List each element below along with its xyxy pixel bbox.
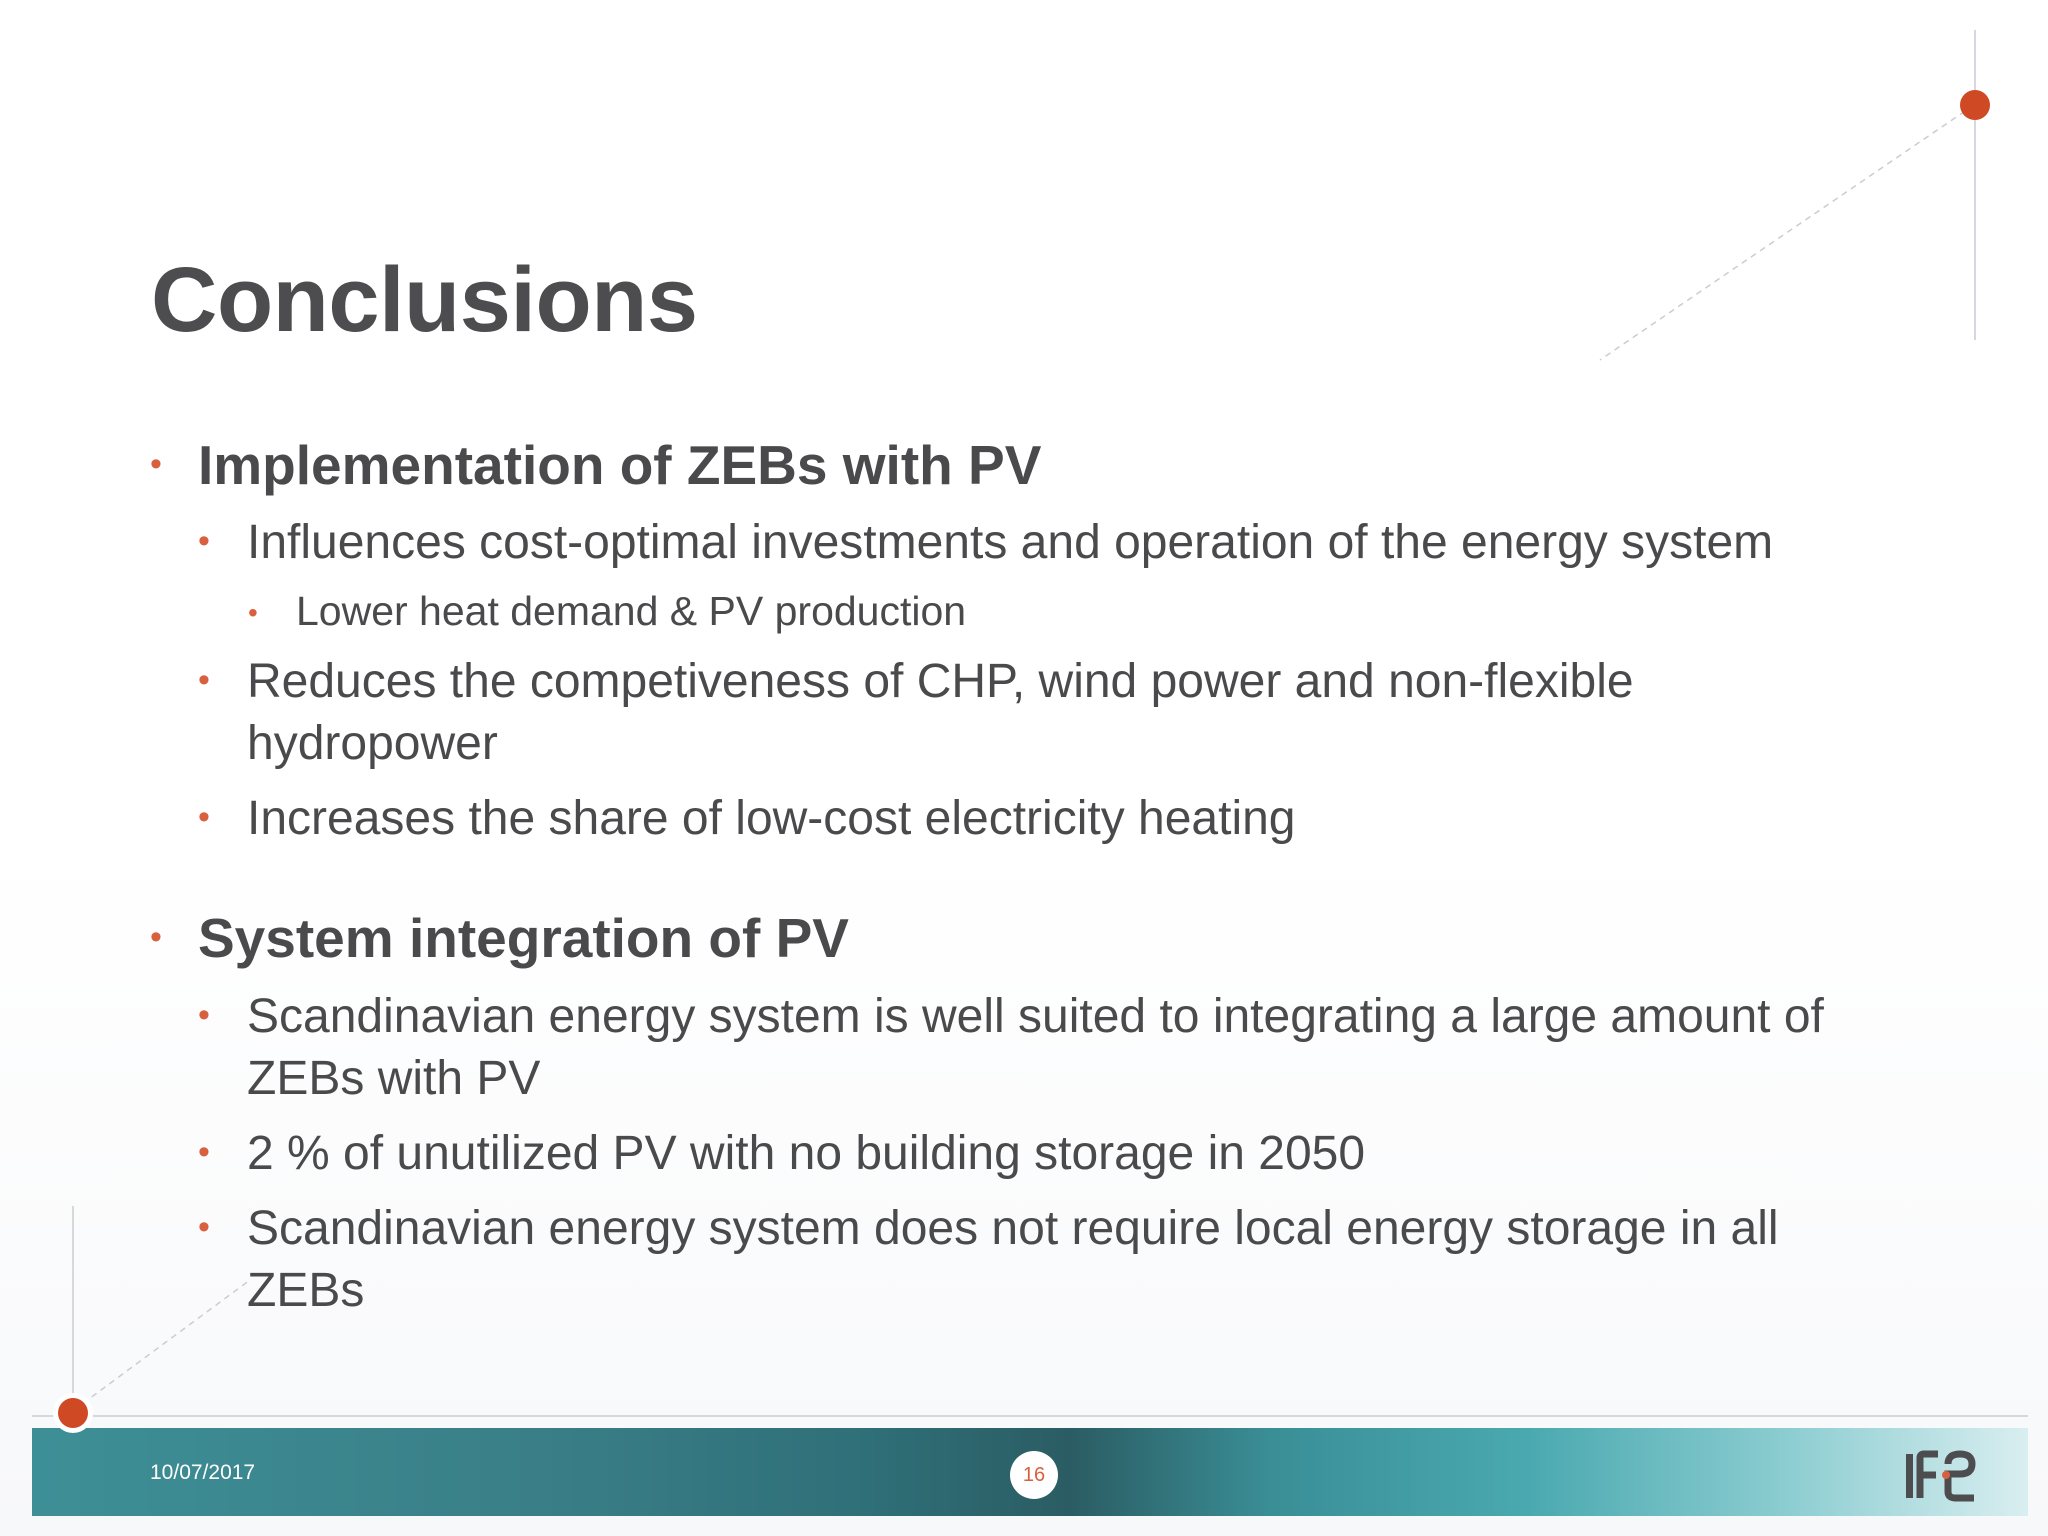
bullet-point: 2 % of unutilized PV with no building storage in 2050: [247, 1127, 1366, 1180]
section-heading: Implementation of ZEBs with PV: [198, 434, 1042, 496]
slide-title: Conclusions: [151, 249, 698, 351]
bullet-marker: •: [150, 445, 162, 483]
bullet-marker: •: [150, 918, 162, 956]
page-number: 16: [1010, 1451, 1058, 1499]
footer-date: 10/07/2017: [150, 1461, 256, 1484]
bullet-marker: •: [248, 597, 258, 628]
bullet-marker: •: [198, 996, 210, 1034]
bullet-marker: •: [198, 798, 210, 836]
section-heading: System integration of PV: [198, 907, 849, 969]
footer-divider: [32, 1415, 2028, 1417]
bullet-point-continuation: ZEBs with PV: [247, 1052, 541, 1105]
bullet-marker: •: [198, 661, 210, 699]
ife-logo: [1904, 1448, 1978, 1504]
bullet-point: Scandinavian energy system does not require local energy storage in all: [247, 1202, 1779, 1255]
bullet-point-continuation: ZEBs: [247, 1264, 365, 1317]
left-accent-dot: [58, 1398, 88, 1428]
bullet-point: Reduces the competiveness of CHP, wind power and non-flexible: [247, 655, 1634, 708]
bullet-point: Scandinavian energy system is well suited to integrating a large amount of: [247, 990, 1824, 1043]
right-accent-dot: [1960, 90, 1990, 120]
right-guide-line: [1974, 30, 1976, 340]
bullet-point-continuation: hydropower: [247, 717, 498, 770]
sub-bullet-point: Lower heat demand & PV production: [296, 588, 967, 634]
bullet-point: Influences cost-optimal investments and operation of the energy system: [247, 516, 1774, 569]
bullet-point: Increases the share of low-cost electricity heating: [247, 792, 1296, 845]
bullet-marker: •: [198, 522, 210, 560]
bullet-marker: •: [198, 1208, 210, 1246]
bullet-marker: •: [198, 1133, 210, 1171]
